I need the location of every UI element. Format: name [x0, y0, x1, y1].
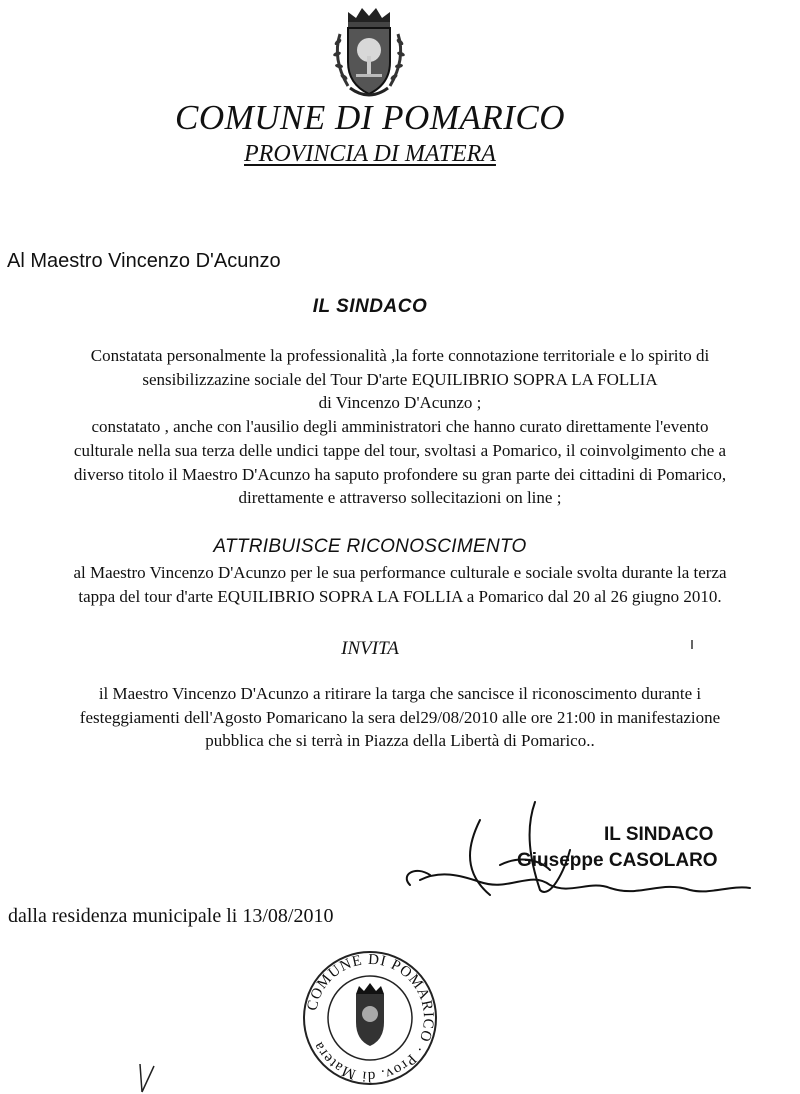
signatory-title: IL SINDACO [604, 824, 714, 845]
paragraph-line: pubblica che si terrà in Piazza della Libertà di Pomarico.. [205, 731, 595, 751]
paragraph-considerations [0, 344, 800, 510]
signatory-name: Giuseppe CASOLARO [517, 850, 718, 871]
paragraph-line: diverso titolo il Maestro D'Acunzo ha saputo profondere su gran parte dei cittadini di Pomarico, [73, 464, 727, 484]
paragraph-line: tappa del tour d'arte EQUILIBRIO SOPRA LA FOLLIA a Pomarico dal 20 al 26 giugno 2010. [78, 586, 722, 606]
attribuisce-heading: ATTRIBUISCE RICONOSCIMENTO [213, 536, 527, 557]
mayor-heading: IL SINDACO [312, 296, 428, 317]
paragraph-recognition [0, 561, 800, 608]
paragraph-line: al Maestro Vincenzo D'Acunzo per le sua performance culturale e sociale svolta durante la terza [73, 563, 727, 582]
recipient-line: Al Maestro Vincenzo D'Acunzo [7, 250, 281, 272]
paragraph-line: culturale nella sua terza delle undici tappe del tour, svoltasi a Pomarico, il coinvolgimento che a [73, 440, 727, 460]
paragraph-line: direttamente e attraverso sollecitazioni on line ; [238, 488, 562, 508]
invita-heading: INVITA [341, 638, 399, 659]
paragraph-line: di Vincenzo D'Acunzo ; [318, 393, 482, 413]
seal-text: COMUNE DI POMARICO · Prov. di Matera [304, 951, 437, 1085]
paragraph-line: Constatata personalmente la professionalità ,la forte connotazione territoriale e lo spirito di [90, 346, 710, 365]
paragraph-line: il Maestro Vincenzo D'Acunzo a ritirare la targa che sancisce il riconoscimento durante i [98, 684, 702, 703]
province-subtitle-text: PROVINCIA DI MATERA [244, 141, 496, 167]
paragraph-line: constatato , anche con l'ausilio degli amministratori che hanno curato direttamente l'evento [91, 417, 709, 437]
official-stamp-seal [296, 948, 444, 1088]
paragraph-line: festeggiamenti dell'Agosto Pomaricano la sera del29/08/2010 alle ore 21:00 in manifestazione [79, 707, 721, 727]
pen-mark [132, 1062, 162, 1094]
paragraph-line: sensibilizzazine sociale del Tour D'arte EQUILIBRIO SOPRA LA FOLLIA [142, 369, 658, 389]
paragraph-invitation [0, 682, 800, 753]
coat-of-arms-emblem [326, 4, 412, 104]
place-and-date: dalla residenza municipale li 13/08/2010 [8, 905, 334, 927]
municipality-title: COMUNE DI POMARICO [174, 98, 566, 137]
stray-mark [690, 640, 694, 650]
province-subtitle [0, 141, 740, 168]
